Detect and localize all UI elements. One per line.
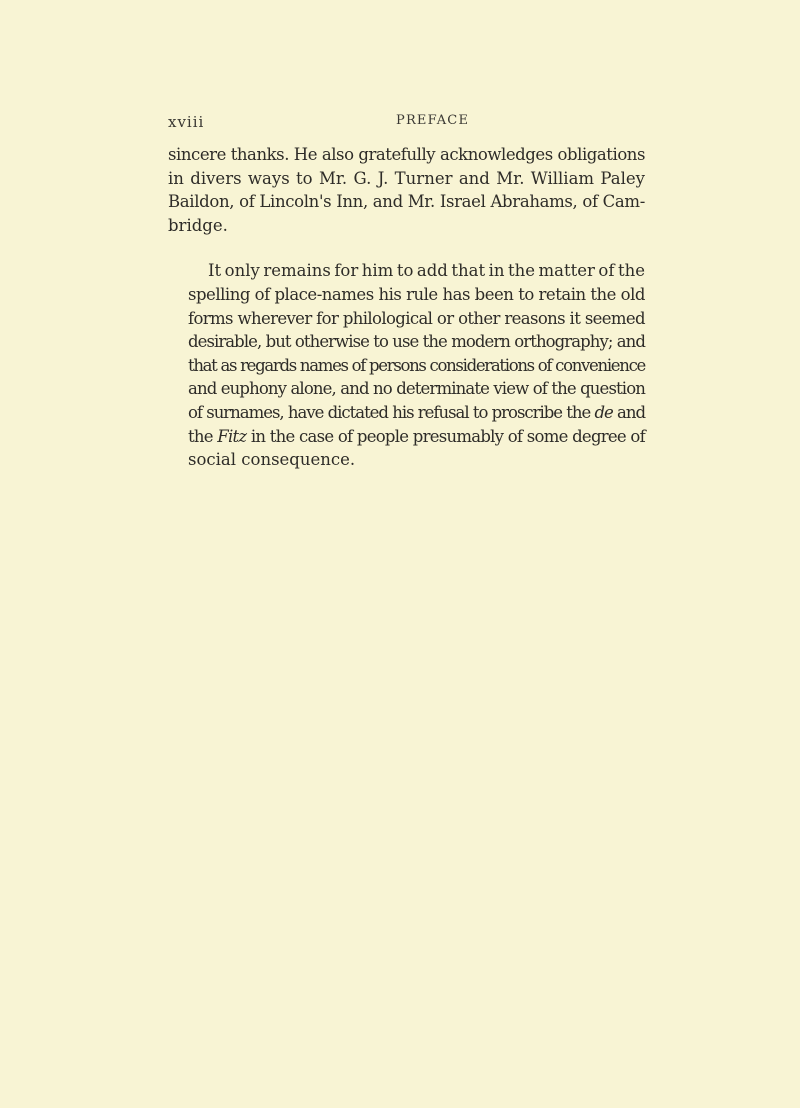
word-the: the (188, 426, 213, 446)
text-line-with-italic (168, 401, 645, 425)
text-line-with-italic (168, 425, 645, 449)
line-text: It only remains for him to add that in the matter of the (208, 261, 645, 281)
paragraph-2 (168, 259, 645, 471)
paragraph-1 (168, 143, 645, 237)
text-line (168, 354, 645, 378)
line-text: desirable, but otherwise to use the modern orthography; and (188, 332, 645, 352)
body-text (168, 143, 645, 472)
text-line (168, 143, 645, 167)
line-text: forms wherever for philological or other reasons it seemed (188, 308, 645, 328)
running-head (168, 113, 645, 133)
text-line (168, 167, 645, 191)
italic-de: de (594, 402, 613, 422)
line-text: of surnames, have dictated his refusal to proscribe the de and (188, 402, 645, 422)
word-and: and (617, 402, 645, 422)
text-line (168, 448, 645, 472)
line-text: in divers ways to Mr. G. J. Turner and Mr. William Paley (168, 168, 645, 188)
line-text: sincere thanks. He also gratefully acknowledges obligations (168, 145, 645, 164)
line-text (168, 425, 645, 449)
line-remainder: in the case of people presumably of some degree of (250, 426, 645, 446)
line-text: that as regards names of persons considerations of convenience (188, 355, 645, 375)
text-line (168, 190, 645, 214)
text-line (168, 307, 645, 331)
text-line (168, 330, 645, 354)
italic-fitz: Fitz (217, 426, 247, 446)
line-text: Baildon, of Lincoln's Inn, and Mr. Israel Abrahams, of Cam- (168, 192, 645, 212)
line-text: bridge. (168, 215, 228, 235)
text-line (168, 283, 645, 307)
text-line (168, 377, 645, 401)
text-line (168, 214, 645, 238)
page-number: xviii (168, 113, 205, 131)
running-title: PREFACE (396, 113, 470, 128)
text-line (168, 259, 645, 283)
line-text: spelling of place-names his rule has been to retain the old (188, 284, 645, 304)
line-text: and euphony alone, and no determinate view of the question (188, 379, 645, 399)
line-text: social consequence. (188, 450, 356, 470)
